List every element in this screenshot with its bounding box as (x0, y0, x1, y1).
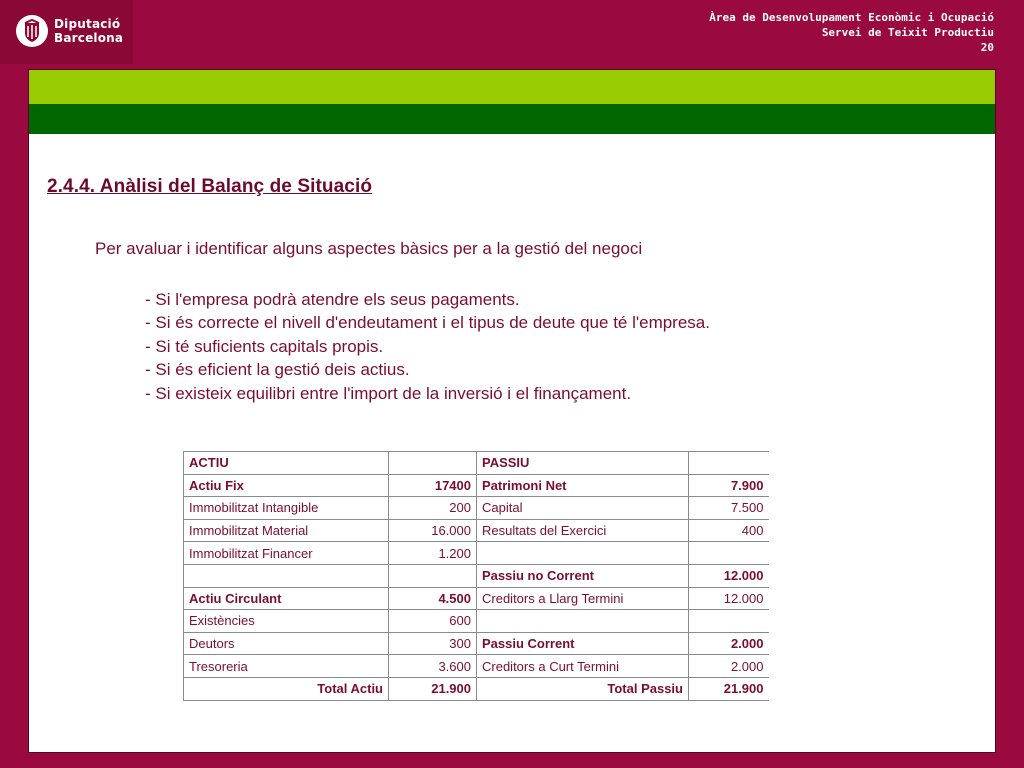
table-cell: Total Passiu (477, 677, 689, 700)
table-cell: Capital (477, 497, 689, 520)
section-title: 2.4.4. Anàlisi del Balanç de Situació (47, 176, 373, 197)
table-cell: 300 (389, 632, 477, 655)
table-cell: Total Actiu (184, 677, 389, 700)
table-cell: PASSIU (477, 452, 689, 475)
table-cell (389, 452, 477, 475)
table-cell: ACTIU (184, 452, 389, 475)
table-row (184, 632, 769, 655)
table-cell: Immobilitzat Intangible (184, 497, 389, 520)
intro-text: Per avaluar i identificar alguns aspectes bàsics per a la gestió del negoci (95, 239, 643, 258)
table-cell: Creditors a Curt Termini (477, 655, 689, 678)
table-row (184, 655, 769, 678)
table-row (184, 564, 769, 587)
logo (0, 0, 133, 64)
header-service: Servei de Teixit Productiu (821, 26, 994, 39)
table-cell: 21.900 (389, 677, 477, 700)
table-cell: 7.500 (689, 497, 769, 520)
table-cell: Patrimoni Net (477, 474, 689, 497)
table-row (184, 474, 769, 497)
bullet-item: - Si és eficient la gestió deis actius. (145, 360, 410, 380)
table-cell (689, 452, 769, 475)
logo-text (54, 17, 123, 45)
page-number: 20 (980, 41, 994, 54)
table-cell (389, 564, 477, 587)
header-band-dark (29, 104, 995, 134)
table-cell: 17400 (389, 474, 477, 497)
header-info (709, 10, 994, 55)
table-row (184, 610, 769, 633)
table-cell: 400 (689, 519, 769, 542)
table-cell: 12.000 (689, 587, 769, 610)
table-cell: Immobilitzat Financer (184, 542, 389, 565)
balance-table (183, 451, 769, 701)
table-cell: 200 (389, 497, 477, 520)
table-row (184, 519, 769, 542)
table-cell: Deutors (184, 632, 389, 655)
table-cell: Passiu Corrent (477, 632, 689, 655)
table-row (184, 497, 769, 520)
table-cell: Existències (184, 610, 389, 633)
table-cell: 7.900 (689, 474, 769, 497)
bullet-item: - Si existeix equilibri entre l'import de la inversió i el finançament. (145, 383, 632, 403)
bullet-item: - Si és correcte el nivell d'endeutament i el tipus de deute que té l'empresa. (145, 313, 710, 333)
table-cell: 21.900 (689, 677, 769, 700)
table-cell (477, 542, 689, 565)
table-cell: Resultats del Exercici (477, 519, 689, 542)
table-cell (689, 610, 769, 633)
table-cell: Actiu Circulant (184, 587, 389, 610)
table-cell: 12.000 (689, 564, 769, 587)
logo-line-2: Barcelona (54, 31, 124, 45)
bullet-list (145, 288, 710, 405)
bullet-item: - Si té suficients capitals propis. (145, 336, 384, 356)
header-department: Àrea de Desenvolupament Econòmic i Ocupació (709, 11, 994, 24)
table-row (184, 542, 769, 565)
table-cell: 4.500 (389, 587, 477, 610)
shield-icon (16, 15, 48, 47)
table-cell: 600 (389, 610, 477, 633)
table-cell (477, 610, 689, 633)
table-cell: 3.600 (389, 655, 477, 678)
header-band-light (29, 70, 995, 104)
bullet-item: - Si l'empresa podrà atendre els seus pagaments. (145, 290, 520, 309)
table-cell: Tresoreria (184, 655, 389, 678)
table-row (184, 677, 769, 700)
table-cell: 2.000 (689, 632, 769, 655)
table-cell (184, 564, 389, 587)
table-cell: 1.200 (389, 542, 477, 565)
table-cell: 16.000 (389, 519, 477, 542)
table-row (184, 587, 769, 610)
table-cell: Immobilitzat Material (184, 519, 389, 542)
table-row (184, 452, 769, 475)
table-cell: Passiu no Corrent (477, 564, 689, 587)
table-cell (689, 542, 769, 565)
table-cell: Actiu Fix (184, 474, 389, 497)
table-cell: 2.000 (689, 655, 769, 678)
table-cell: Creditors a Llarg Termini (477, 587, 689, 610)
logo-line-1: Diputació (54, 17, 121, 31)
slide-panel (28, 69, 996, 753)
